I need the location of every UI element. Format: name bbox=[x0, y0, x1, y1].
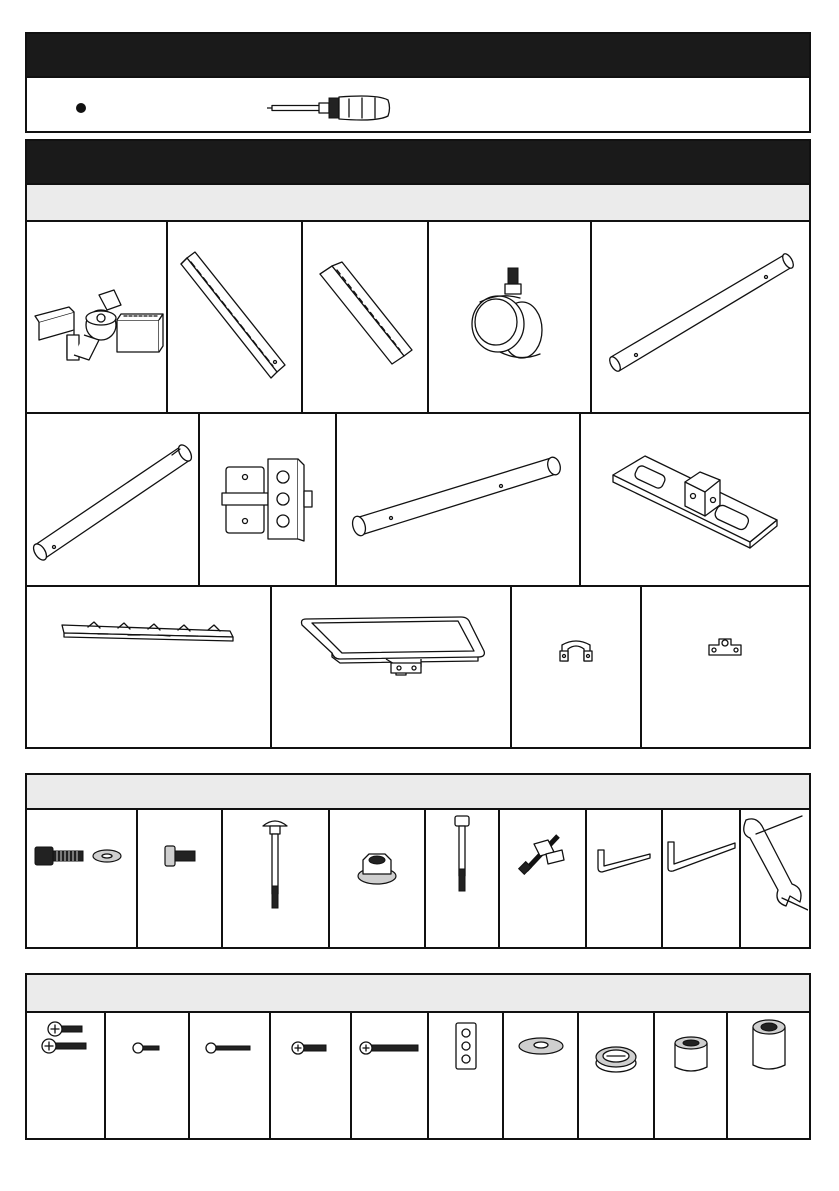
parts-row-2 bbox=[27, 414, 809, 585]
slotted-pole-icon bbox=[30, 435, 195, 565]
part-cell bbox=[27, 414, 200, 585]
round-spacer-cap-icon bbox=[593, 1041, 639, 1075]
hardware-cell bbox=[728, 1013, 809, 1138]
hex-bolt-icon bbox=[31, 844, 131, 868]
hardware-cell bbox=[500, 810, 587, 947]
hardware-cell bbox=[504, 1013, 579, 1138]
hardware-cell bbox=[106, 1013, 190, 1138]
clamp-bolt-icon bbox=[518, 830, 568, 875]
part-cell bbox=[512, 587, 642, 747]
hardware-section-a bbox=[25, 773, 811, 949]
medium-screw-icon bbox=[291, 1040, 329, 1056]
pipe-clamp-icon bbox=[556, 637, 596, 665]
part-cell bbox=[200, 414, 337, 585]
parts-row-1 bbox=[27, 222, 809, 412]
tray-shelf-icon bbox=[296, 613, 486, 678]
part-cell bbox=[27, 222, 168, 412]
caster-wheel-icon bbox=[460, 262, 560, 372]
part-cell bbox=[337, 414, 581, 585]
wrench-icon bbox=[742, 814, 808, 914]
tools-header-bar bbox=[27, 34, 809, 76]
large-allen-key-icon bbox=[665, 840, 737, 874]
square-tube-icon bbox=[177, 250, 292, 385]
part-cell bbox=[592, 222, 809, 412]
small-clamp-icon bbox=[705, 633, 745, 661]
part-cell bbox=[27, 587, 272, 747]
bullet-icon bbox=[76, 103, 86, 113]
part-cell bbox=[429, 222, 592, 412]
hardware-cell bbox=[579, 1013, 655, 1138]
tools-content bbox=[27, 76, 809, 131]
hardware-cell bbox=[741, 810, 809, 947]
flat-washer-icon bbox=[516, 1035, 566, 1057]
flange-bolt-icon bbox=[159, 844, 199, 868]
hardware-cell bbox=[655, 1013, 728, 1138]
spacer-plate-icon bbox=[454, 1021, 478, 1071]
part-cell bbox=[581, 414, 809, 585]
hardware-cell bbox=[27, 810, 138, 947]
hardware-cell bbox=[587, 810, 663, 947]
short-screw-icon bbox=[132, 1041, 162, 1055]
three-way-connector-icon bbox=[29, 270, 164, 365]
screwdriver-icon bbox=[267, 94, 392, 122]
part-cell bbox=[272, 587, 512, 747]
hardware-b-subheader bbox=[27, 975, 809, 1013]
parts-row-3 bbox=[27, 587, 809, 747]
hardware-cell bbox=[271, 1013, 352, 1138]
hardware-cell bbox=[138, 810, 223, 947]
tall-spacer-icon bbox=[749, 1017, 789, 1073]
mount-plate-icon bbox=[605, 450, 785, 550]
hardware-cell bbox=[429, 1013, 504, 1138]
hardware-a-row bbox=[27, 810, 809, 947]
hardware-cell bbox=[426, 810, 500, 947]
hardware-cell bbox=[27, 1013, 106, 1138]
hardware-cell bbox=[663, 810, 741, 947]
square-tube-short-icon bbox=[312, 260, 417, 375]
hardware-cell bbox=[223, 810, 330, 947]
holed-pole-icon bbox=[351, 450, 566, 550]
part-cell bbox=[642, 587, 809, 747]
flange-nut-icon bbox=[355, 850, 399, 886]
hardware-section-b bbox=[25, 973, 811, 1140]
carriage-bolt-icon bbox=[260, 816, 290, 911]
parts-header-bar bbox=[27, 141, 809, 183]
hardware-cell bbox=[190, 1013, 271, 1138]
socket-bolt-icon bbox=[452, 814, 472, 894]
part-cell bbox=[168, 222, 302, 412]
extra-long-screw-icon bbox=[359, 1040, 421, 1056]
phillips-screw-pair-icon bbox=[39, 1019, 91, 1055]
hardware-b-row bbox=[27, 1013, 809, 1138]
tools-section bbox=[25, 32, 811, 133]
long-pole-icon bbox=[606, 247, 796, 387]
part-cell bbox=[303, 222, 429, 412]
hardware-cell bbox=[330, 810, 427, 947]
small-allen-key-icon bbox=[594, 848, 654, 876]
parts-subheader-bar bbox=[27, 183, 809, 222]
bracket-rail-icon bbox=[58, 617, 238, 647]
split-clamp-icon bbox=[218, 455, 318, 545]
long-screw-icon bbox=[205, 1041, 253, 1055]
hardware-cell bbox=[352, 1013, 430, 1138]
cylinder-spacer-icon bbox=[671, 1033, 711, 1075]
parts-section bbox=[25, 139, 811, 749]
hardware-a-subheader bbox=[27, 775, 809, 810]
